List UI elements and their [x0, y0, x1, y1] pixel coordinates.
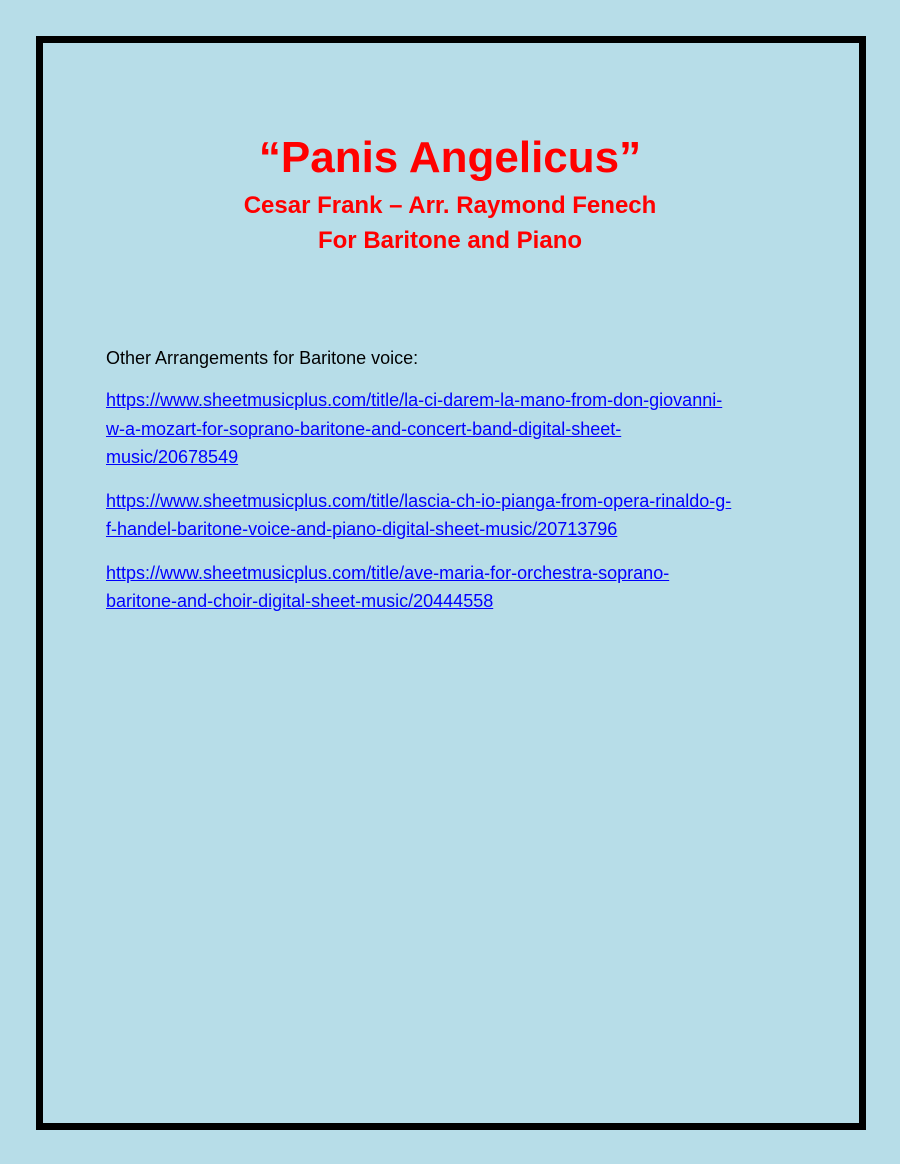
instrumentation-line: For Baritone and Piano: [317, 227, 583, 254]
page-title: “Panis Angelicus”: [258, 133, 642, 182]
arrangements-section: [106, 344, 796, 631]
title-block: [0, 128, 900, 258]
arrangement-link-don-giovanni[interactable]: https://www.sheetmusicplus.com/title/la-ci-darem-la-mano-from-don-giovanni- w-a-mozart-for-soprano-baritone-and-concert-band-digital-sheet- music/20678549: [106, 390, 723, 467]
composer-line: Cesar Frank – Arr. Raymond Fenech: [243, 192, 657, 219]
arrangements-intro: Other Arrangements for Baritone voice:: [106, 348, 419, 368]
arrangement-link-ave-maria[interactable]: https://www.sheetmusicplus.com/title/ave-maria-for-orchestra-soprano- baritone-and-choir-digital-sheet-music/20444558: [106, 562, 670, 611]
arrangement-link-rinaldo[interactable]: https://www.sheetmusicplus.com/title/lascia-ch-io-pianga-from-opera-rinaldo-g- f-handel-baritone-voice-and-piano-digital-sheet-music/20713796: [106, 490, 732, 539]
